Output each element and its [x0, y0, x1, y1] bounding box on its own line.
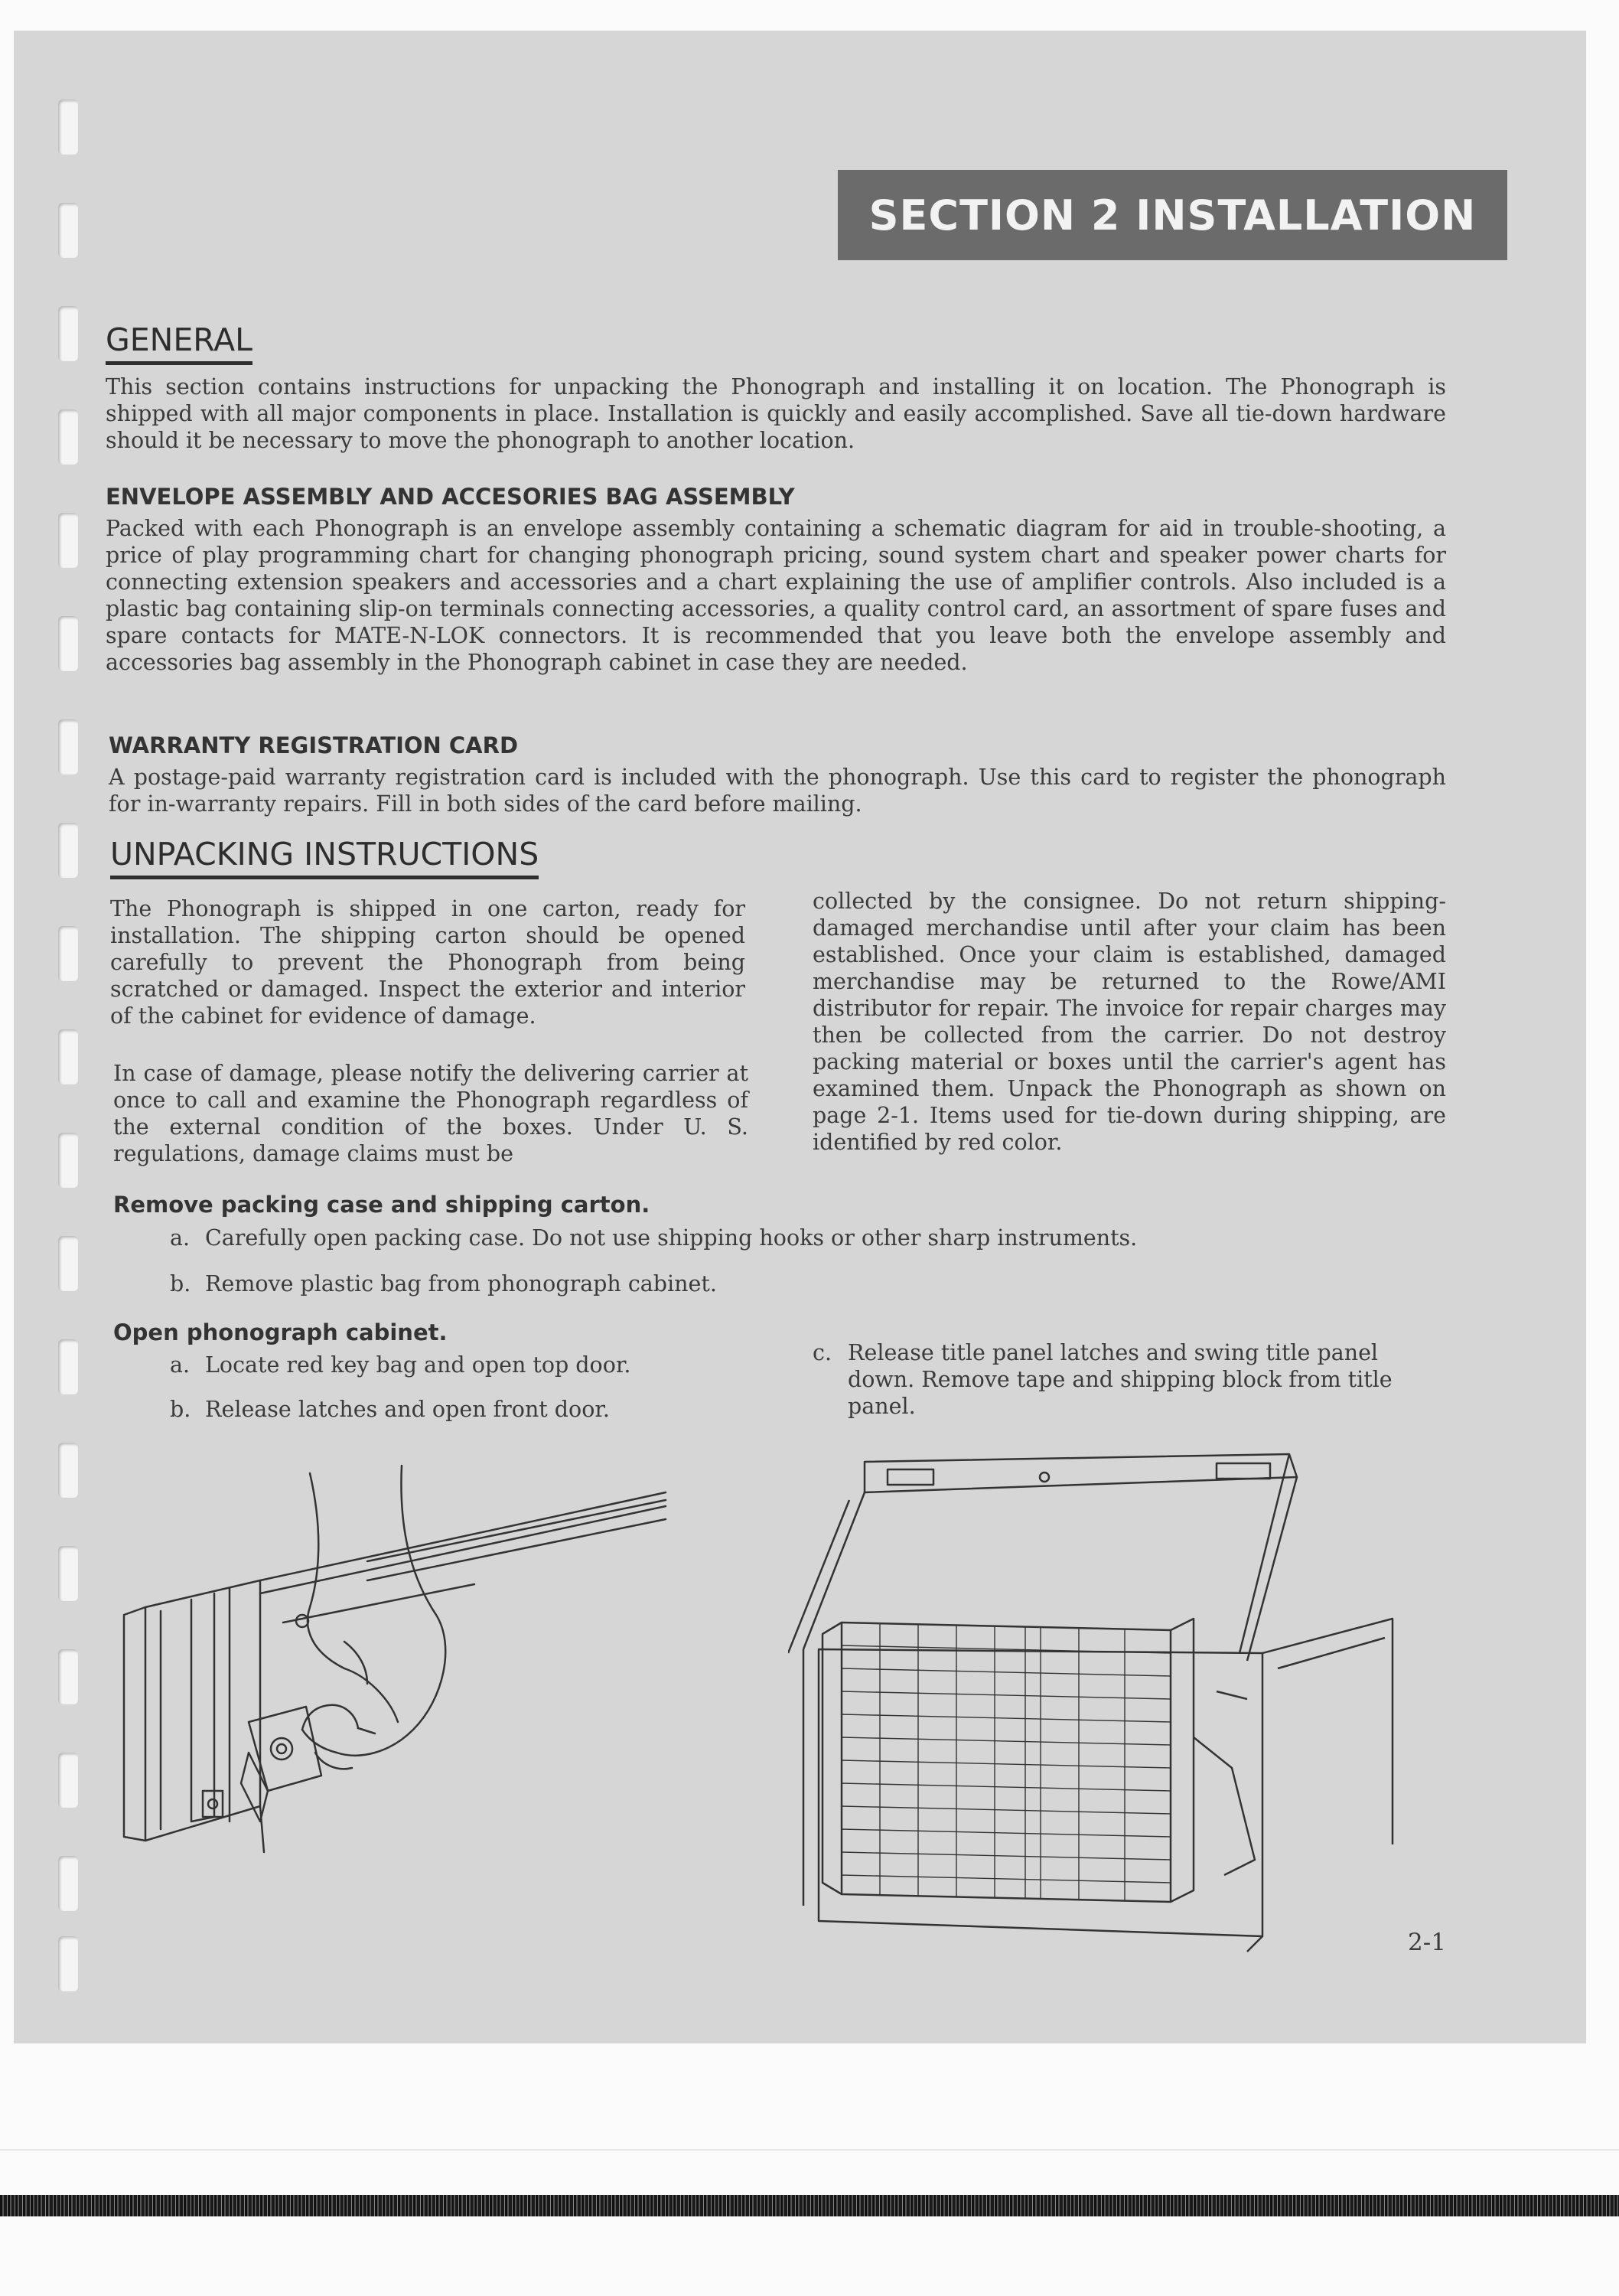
open-step-a: [170, 1352, 705, 1378]
binder-hole: [58, 1236, 78, 1291]
binder-hole: [58, 1649, 78, 1704]
remove-heading: Remove packing case and shipping carton.: [113, 1192, 650, 1218]
step-text: Release latches and open front door.: [205, 1397, 610, 1422]
envelope-heading: ENVELOPE ASSEMBLY AND ACCESORIES BAG ASSEMBLY: [106, 484, 795, 510]
binder-hole: [58, 1856, 78, 1911]
open-step-b: [170, 1396, 705, 1423]
open-step-c: [813, 1339, 1448, 1420]
step-text: Remove plastic bag from phonograph cabinet.: [205, 1271, 717, 1296]
open-heading: Open phonograph cabinet.: [113, 1319, 448, 1345]
step-label: a.: [170, 1225, 191, 1251]
step-label: b.: [170, 1397, 191, 1422]
remove-step-a: [170, 1225, 1394, 1251]
binder-hole: [58, 99, 78, 155]
step-label: b.: [170, 1271, 191, 1296]
unpacking-left-paragraph-1: The Phonograph is shipped in one carton, ready for installation. The shipping carton should be opened carefully to prevent the Phonograph from being scratched or damaged. Inspect the exterior and interior of the cabinet for evidence of damage.: [110, 896, 745, 1029]
binder-hole: [58, 409, 78, 465]
warranty-text: A postage-paid warranty registration card is included with the phonograph. Use this card to register the phonograph for in-warranty repairs. Fill in both sides of the card before mailing.: [109, 765, 1446, 817]
binder-hole: [58, 719, 78, 775]
binder-hole: [58, 1936, 78, 1991]
binder-hole: [58, 1546, 78, 1601]
binder-hole: [58, 1339, 78, 1394]
binder-hole: [58, 616, 78, 671]
binder-hole: [58, 926, 78, 981]
step-label: c.: [813, 1340, 832, 1365]
scan-edge-line: [0, 2149, 1619, 2151]
envelope-text: Packed with each Phonograph is an envelope assembly containing a schematic diagram for aid in trouble-shooting, a price of play programming chart for changing phonograph pricing, sound system chart and speaker power charts for connecting extension speakers and accessories and a chart explaining the use of amplifier controls. Also included is a plastic bag containing slip-on terminals connecting accessories, a quality control card, an assortment of spare fuses and spare contacts for MATE-N-LOK connectors. It is recommended that you leave both the envelope assembly and accessories bag assembly in the Phonograph cabinet in case they are needed.: [106, 516, 1446, 675]
remove-step-b: [170, 1270, 1394, 1297]
unpacking-heading: UNPACKING INSTRUCTIONS: [110, 834, 539, 879]
section-banner: SECTION 2 INSTALLATION: [838, 170, 1507, 260]
binder-hole: [58, 1029, 78, 1084]
step-text: Release title panel latches and swing title panel down. Remove tape and shipping block from title panel.: [848, 1340, 1393, 1419]
binder-hole: [58, 823, 78, 878]
step-text: Locate red key bag and open top door.: [205, 1352, 631, 1378]
binder-hole: [58, 1443, 78, 1498]
binder-hole: [58, 1133, 78, 1188]
binder-hole: [58, 203, 78, 258]
unpacking-right-paragraph: collected by the consignee. Do not return shipping-damaged merchandise until after your claim has been established. Once your claim is established, damaged merchandise may be returned to the Rowe/AMI distributor for repair. The invoice for repair charges may then be collected from the carrier. Do not destroy packing material or boxes until the carrier's agent has examined them. Unpack the Phonograph as shown on page 2-1. Items used for tie-down during shipping, are identified by red color.: [813, 889, 1446, 1155]
unpacking-left-paragraph-2: In case of damage, please notify the delivering carrier at once to call and examine the Phonograph regardless of the external condition of the boxes. Under U. S. regulations, damage claims must be: [113, 1061, 748, 1166]
binder-hole: [58, 513, 78, 568]
door-latch-illustration: [115, 1424, 696, 1898]
binder-hole: [58, 1753, 78, 1808]
binder-hole: [58, 306, 78, 361]
general-heading: GENERAL: [106, 320, 252, 365]
step-text: Carefully open packing case. Do not use shipping hooks or other sharp instruments.: [205, 1225, 1138, 1251]
step-label: a.: [170, 1352, 191, 1378]
general-text: This section contains instructions for unpacking the Phonograph and installing it on location. The Phonograph is shipped with all major components in place. Installation is quickly and easily accomplished. Save all tie-down hardware should it be necessary to move the phonograph to another location.: [106, 374, 1446, 453]
warranty-heading: WARRANTY REGISTRATION CARD: [109, 732, 519, 758]
page-number: 2-1: [1408, 1929, 1446, 1956]
scan-noise-strip: [0, 2195, 1619, 2216]
title-panel-illustration: [788, 1446, 1423, 1959]
